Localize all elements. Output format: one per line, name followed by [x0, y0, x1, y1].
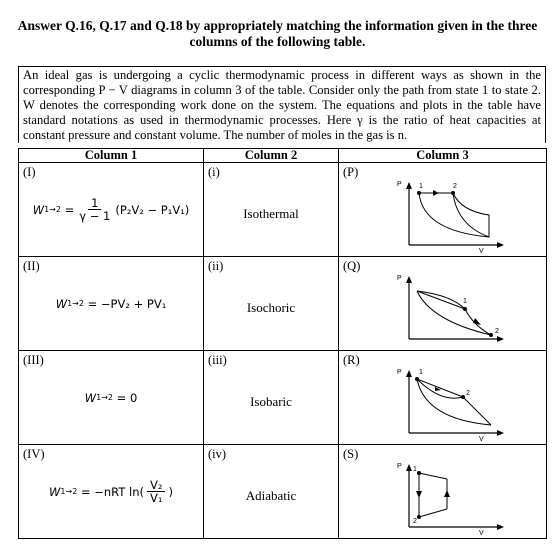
- table-row: [19, 163, 547, 257]
- matching-table: [18, 148, 547, 539]
- question-heading: [0, 18, 555, 50]
- row-tag: (S): [343, 447, 359, 461]
- column-3-cell: [339, 257, 547, 351]
- row-tag: (P): [343, 165, 359, 179]
- column-1-cell: [19, 163, 204, 257]
- v-axis-label: V: [479, 436, 484, 443]
- row-tag: (Q): [343, 259, 361, 273]
- state-2-label: 2: [495, 328, 499, 335]
- column-1-cell: [19, 351, 204, 445]
- column-3-cell: [339, 351, 547, 445]
- row-tag: (i): [208, 165, 220, 179]
- column-1-cell: [19, 445, 204, 539]
- row-tag: (iii): [208, 353, 227, 367]
- pv-diagram: [391, 175, 541, 260]
- p-axis-label: P: [397, 369, 402, 376]
- column-1-cell: [19, 257, 204, 351]
- v-axis-label: V: [479, 530, 484, 537]
- work-equation: W 1→2 = −nRT ln( $\frac{\text{V₂}}{\text{V₁}}$ ): [49, 478, 173, 505]
- v-axis-label: V: [479, 248, 484, 255]
- column-header-row: [19, 149, 547, 163]
- column-1-header: Column 1: [19, 149, 204, 163]
- state-1-label: 1: [413, 466, 417, 473]
- row-tag: (I): [23, 165, 36, 179]
- column-2-cell: [204, 257, 339, 351]
- intro-paragraph: An ideal gas is undergoing a cyclic thermodynamic process in different ways as shown in the corresponding P − V diagrams in column 3 of the table. Consider only the path from state 1 to state 2. W denotes the corresponding work done on the system. The equations and plots in the table have standard notations as used in thermodynamic processes. Here γ is the ratio of heat capacities at constant pressure and constant volume. The number of moles in the gas is n.: [18, 66, 546, 143]
- column-2-cell: [204, 163, 339, 257]
- row-tag: (R): [343, 353, 360, 367]
- pv-diagram: [391, 269, 541, 354]
- process-name: Isobaric: [250, 393, 292, 409]
- row-tag: (IV): [23, 447, 45, 461]
- state-2-label: 2: [453, 183, 457, 190]
- pv-diagram: [391, 457, 541, 542]
- heading-line-1: Answer Q.16, Q.17 and Q.18 by appropriately matching the information given in the three: [17, 18, 538, 33]
- work-equation: W 1→2 = $\frac{1}{\gamma - 1}$ (P₂V₂ − P₁V₁): [32, 196, 190, 223]
- p-axis-label: P: [397, 463, 402, 470]
- table-row: [19, 351, 547, 445]
- heading-line-2: columns of the following table.: [189, 34, 366, 49]
- column-2-cell: [204, 351, 339, 445]
- pv-diagram: [391, 363, 541, 448]
- state-1-label: 1: [419, 183, 423, 190]
- state-2-label: 2: [466, 390, 470, 397]
- column-2-cell: [204, 445, 339, 539]
- process-name: Adiabatic: [245, 487, 297, 503]
- p-axis-label: P: [397, 181, 402, 188]
- process-name: Isothermal: [243, 205, 299, 221]
- column-3-cell: [339, 445, 547, 539]
- table-row: [19, 445, 547, 539]
- process-name: Isochoric: [246, 299, 296, 315]
- state-2-label: 2: [413, 518, 417, 525]
- state-1-label: 1: [463, 298, 467, 305]
- work-equation: W 1→2 = −PV₂ + PV₁: [55, 296, 167, 311]
- state-1-label: 1: [419, 369, 423, 376]
- row-tag: (III): [23, 353, 44, 367]
- row-tag: (iv): [208, 447, 227, 461]
- column-3-header: Column 3: [339, 149, 547, 163]
- row-tag: (ii): [208, 259, 224, 273]
- column-3-cell: [339, 163, 547, 257]
- p-axis-label: P: [397, 275, 402, 282]
- row-tag: (II): [23, 259, 40, 273]
- work-equation: W 1→2 = 0: [84, 390, 138, 405]
- table-row: [19, 257, 547, 351]
- column-2-header: Column 2: [204, 149, 339, 163]
